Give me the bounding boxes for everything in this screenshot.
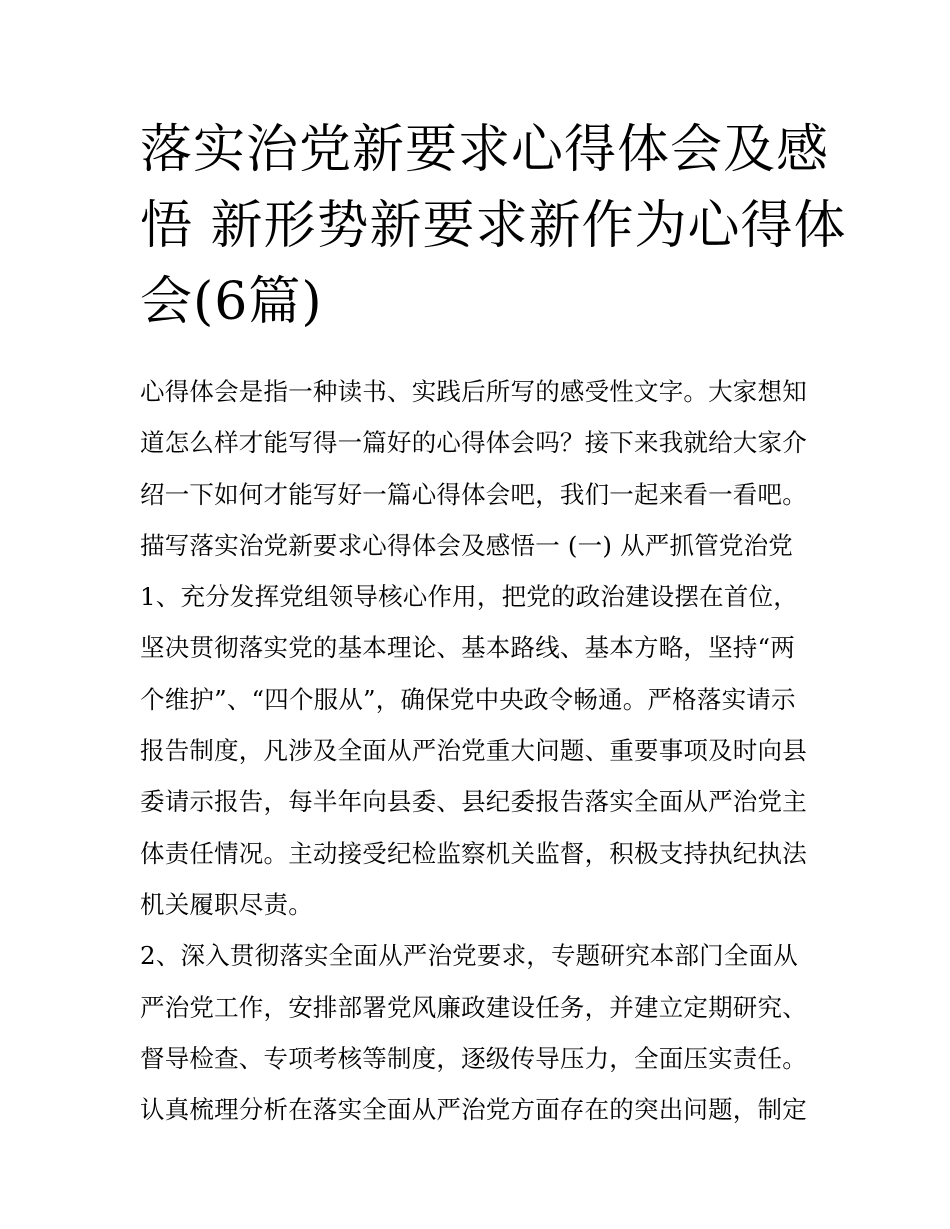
body-line: 体责任情况。主动接受纪检监察机关监督，积极支持执纪执法 [140,838,807,868]
body-line: 道怎么样才能写得一篇好的心得体会吗？接下来我就给大家介 [140,428,807,458]
title-line-3: 会(6篇) [140,272,323,332]
body-line: 描写落实治党新要求心得体会及感悟一 (一) 从严抓管党治党 [140,530,793,560]
body-line: 坚决贯彻落实党的基本理论、基本路线、基本方略，坚持“两 [140,633,795,663]
document-page [140,112,847,1135]
body-line: 2、深入贯彻落实全面从严治党要求，专题研究本部门全面从 [140,941,798,971]
body-line: 委请示报告，每半年向县委、县纪委报告落实全面从严治党主 [140,787,807,817]
body-line: 1、充分发挥党组领导核心作用，把党的政治建设摆在首位， [140,582,798,612]
document-body [140,366,820,1135]
document-title [140,112,847,340]
body-line: 绍一下如何才能写好一篇心得体会吧，我们一起来看一看吧。 [140,479,807,509]
body-line: 个维护”、“四个服从”，确保党中央政令畅通。严格落实请示 [140,684,796,714]
body-line: 认真梳理分析在落实全面从严治党方面存在的突出问题，制定 [140,1095,807,1125]
body-line: 严治党工作，安排部署党风廉政建设任务，并建立定期研究、 [140,992,807,1022]
body-line: 报告制度，凡涉及全面从严治党重大问题、重要事项及时向县 [140,736,807,766]
title-line-1: 落实治党新要求心得体会及感 [140,120,830,180]
body-line: 机关履职尽责。 [140,889,313,919]
body-line: 督导检查、专项考核等制度，逐级传导压力，全面压实责任。 [140,1043,807,1073]
title-line-2: 悟 新形势新要求新作为心得体 [140,196,847,256]
body-line: 心得体会是指一种读书、实践后所写的感受性文字。大家想知 [140,377,807,406]
